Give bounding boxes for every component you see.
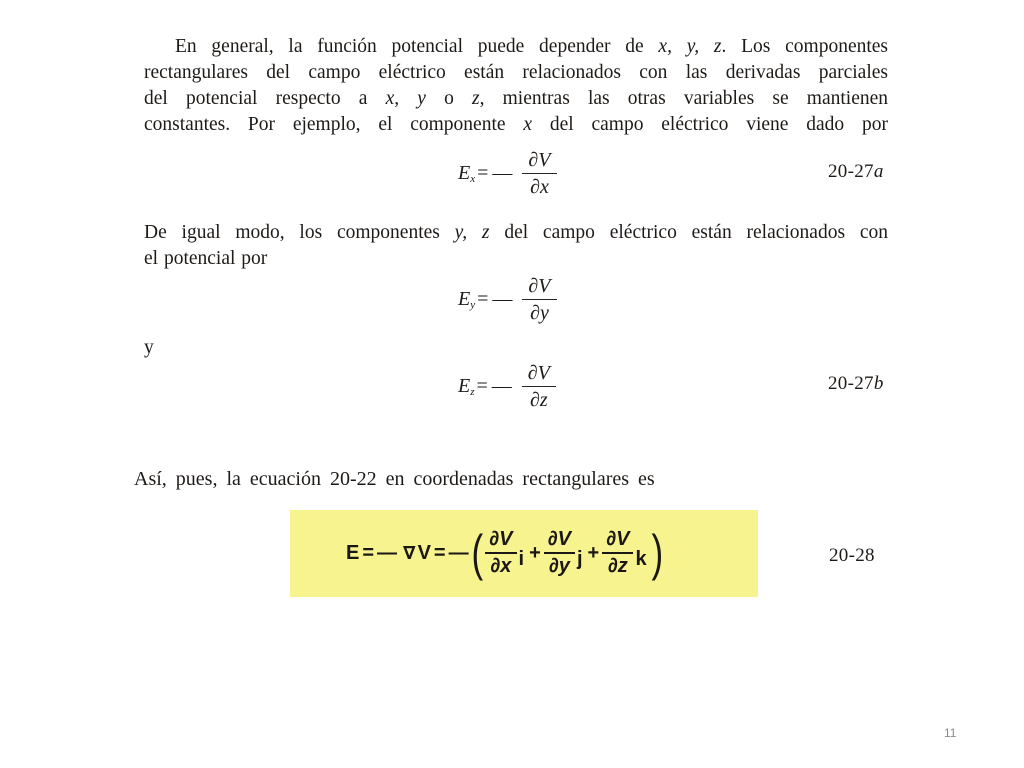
nabla-icon: ∇ <box>403 542 416 563</box>
text-line: De igual modo, los componentes y, z del campo eléctrico están relacionados con <box>144 222 888 243</box>
fraction-numerator: ∂V <box>547 528 571 550</box>
fraction-numerator: ∂V <box>606 528 630 550</box>
equation-number: 20-27a <box>828 161 884 182</box>
unit-vector-j: j <box>576 547 583 570</box>
fraction-denominator: ∂y <box>548 555 570 577</box>
plus-sign: + <box>587 541 600 564</box>
fraction-denominator: ∂z <box>607 555 628 577</box>
fraction-numerator: ∂V <box>489 528 513 550</box>
equation-number: 20-27b <box>828 373 884 394</box>
plus-sign: + <box>529 541 541 564</box>
fraction-denominator: ∂x <box>530 176 549 199</box>
equals-sign: = <box>433 541 446 564</box>
text-line: rectangulares del campo eléctrico están relacionados con las derivadas parciales <box>144 62 888 83</box>
potential-v: V <box>417 541 431 564</box>
paragraph-conclusion: Así, pues, la ecuación 20-22 en coordenadas rectangulares es <box>134 468 655 490</box>
connector-word: y <box>144 337 154 358</box>
vector-e: E <box>346 541 360 564</box>
minus-sign: — <box>491 375 512 398</box>
fraction-denominator: ∂z <box>530 389 548 412</box>
text-line: el potencial por <box>144 248 268 269</box>
eq-lhs: E $_y$ <box>458 288 476 312</box>
right-paren: ) <box>651 525 663 581</box>
paragraph-intro <box>144 34 888 138</box>
equals-sign: = <box>477 288 489 311</box>
minus-sign: — <box>492 288 513 311</box>
partial-fraction <box>485 527 516 579</box>
minus-sign: — <box>492 162 513 185</box>
fraction-numerator: ∂V <box>528 275 551 297</box>
equation-ey <box>458 273 557 326</box>
equals-sign: = <box>362 541 375 564</box>
fraction-numerator: ∂V <box>527 362 550 384</box>
text-line: del potencial respecto a x, y o z, mientras las otras variables se mantienen <box>144 88 888 109</box>
equals-sign: = <box>477 162 489 185</box>
partial-fraction <box>544 527 575 579</box>
partial-fraction <box>522 147 556 200</box>
page-number: 11 <box>944 726 957 740</box>
partial-fraction <box>602 527 633 579</box>
minus-sign: — <box>448 541 469 564</box>
fraction-numerator: ∂V <box>528 149 551 171</box>
unit-vector-i: i <box>518 547 525 570</box>
fraction-denominator: ∂y <box>530 302 549 325</box>
partial-fraction <box>522 360 556 413</box>
equation-ex <box>458 147 557 200</box>
equation-number: 20-28 <box>829 545 875 566</box>
eq-lhs: E $_x$ <box>458 162 476 186</box>
equals-sign: = <box>476 375 488 398</box>
equation-ez <box>458 360 556 413</box>
equation-gradient <box>346 525 665 581</box>
partial-fraction <box>522 273 556 326</box>
left-paren: ( <box>471 525 483 581</box>
text-line: En general, la función potencial puede depender de x, y, z. Los componentes <box>175 36 889 57</box>
minus-sign: — <box>377 541 398 564</box>
unit-vector-k: k <box>635 547 647 570</box>
paragraph-components <box>144 220 888 272</box>
text-line: constantes. Por ejemplo, el componente x del campo eléctrico viene dado por <box>144 114 888 135</box>
eq-lhs: E $_z$ <box>458 375 475 399</box>
fraction-denominator: ∂x <box>490 555 512 577</box>
